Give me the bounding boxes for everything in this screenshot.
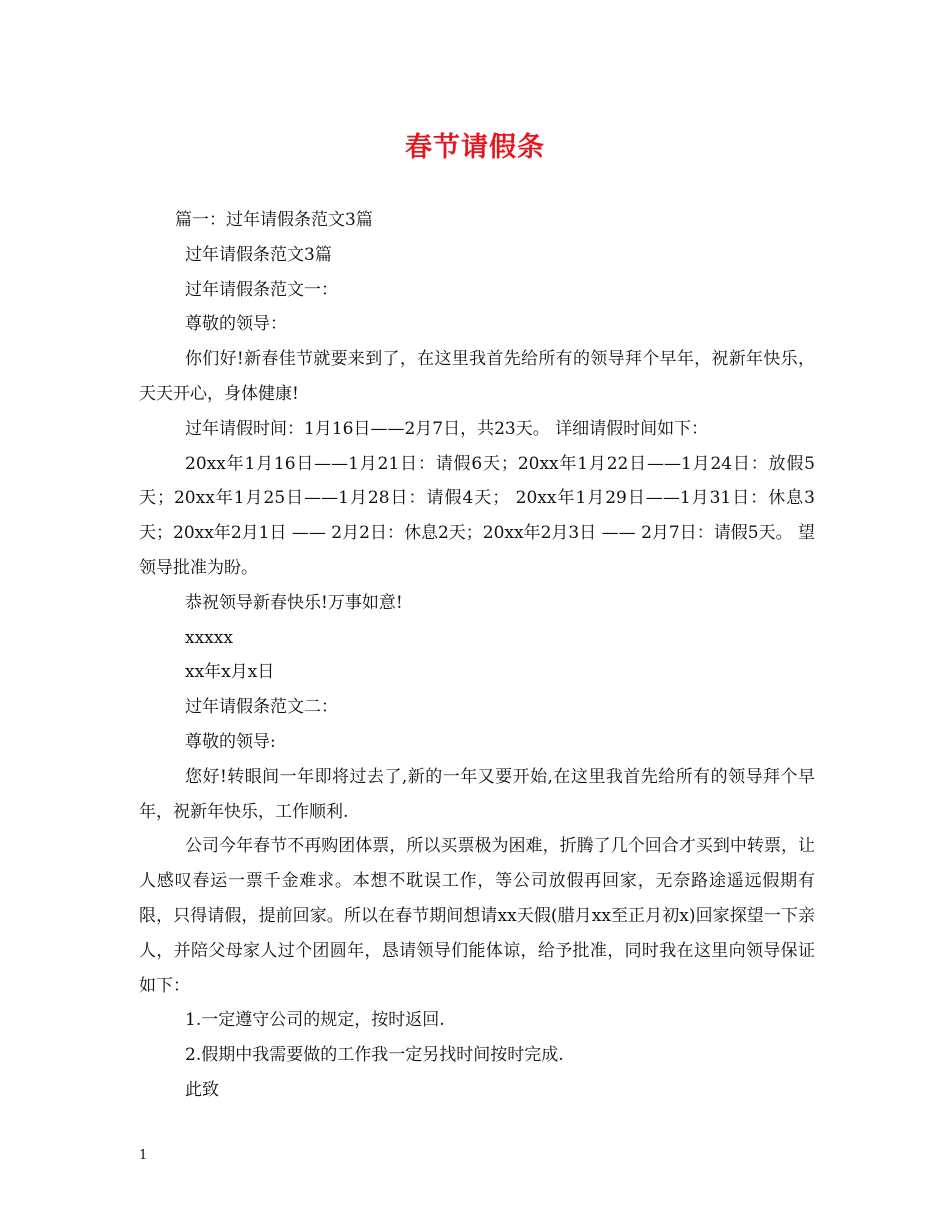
paragraph: xxxxx <box>185 627 233 648</box>
paragraph: 1.一定遵守公司的规定，按时返回. <box>185 1010 445 1031</box>
paragraph: 尊敬的领导： <box>185 314 287 335</box>
paragraph: 过年请假条范文3篇 <box>185 244 332 265</box>
paragraph: 篇一：过年请假条范文3篇 <box>175 210 373 230</box>
paragraph: xx年x月x日 <box>185 662 275 683</box>
paragraph: 过年请假时间：1月16日——2月7日，共23天。 详细请假时间如下： <box>185 418 709 439</box>
paragraph: 尊敬的领导: <box>185 731 276 752</box>
document-body <box>139 203 815 1108</box>
paragraph: 过年请假条范文二： <box>185 697 338 718</box>
paragraph: 过年请假条范文一： <box>185 279 338 300</box>
paragraph: 2.假期中我需要做的工作我一定另找时间按时完成. <box>185 1045 564 1066</box>
paragraph: 你们好!新春佳节就要来到了，在这里我首先给所有的领导拜个早年，祝新年快乐，天天开心，身体健康! <box>139 349 815 404</box>
page-number: 1 <box>139 1148 148 1163</box>
paragraph: 恭祝领导新春快乐!万事如意! <box>185 592 403 613</box>
paragraph: 此致 <box>185 1079 219 1100</box>
paragraph: 20xx年1月16日——1月21日：请假6天；20xx年1月22日——1月24日：放假5天；20xx年1月25日——1月28日：请假4天； 20xx年1月29日——1月31日：休息3天；20xx年2月1日 —— 2月2日：休息2天；20xx年2月3日 —— 2月7日：请假5天。 望领导批准为盼。 <box>139 453 815 578</box>
paragraph: 您好!转眼间一年即将过去了,新的一年又要开始,在这里我首先给所有的领导拜个早年，祝新年快乐，工作顺利. <box>139 766 815 822</box>
document-title: 春节请假条 <box>405 132 545 163</box>
paragraph: 公司今年春节不再购团体票，所以买票极为困难，折腾了几个回合才买到中转票，让人感叹春运一票千金难求。本想不耽误工作，等公司放假再回家，无奈路途遥远假期有限，只得请假，提前回家。所以在春节期间想请xx天假(腊月xx至正月初x)回家探望一下亲人，并陪父母家人过个团圆年，恳请领导们能体谅，给予批准，同时我在这里向领导保证如下： <box>139 836 815 996</box>
